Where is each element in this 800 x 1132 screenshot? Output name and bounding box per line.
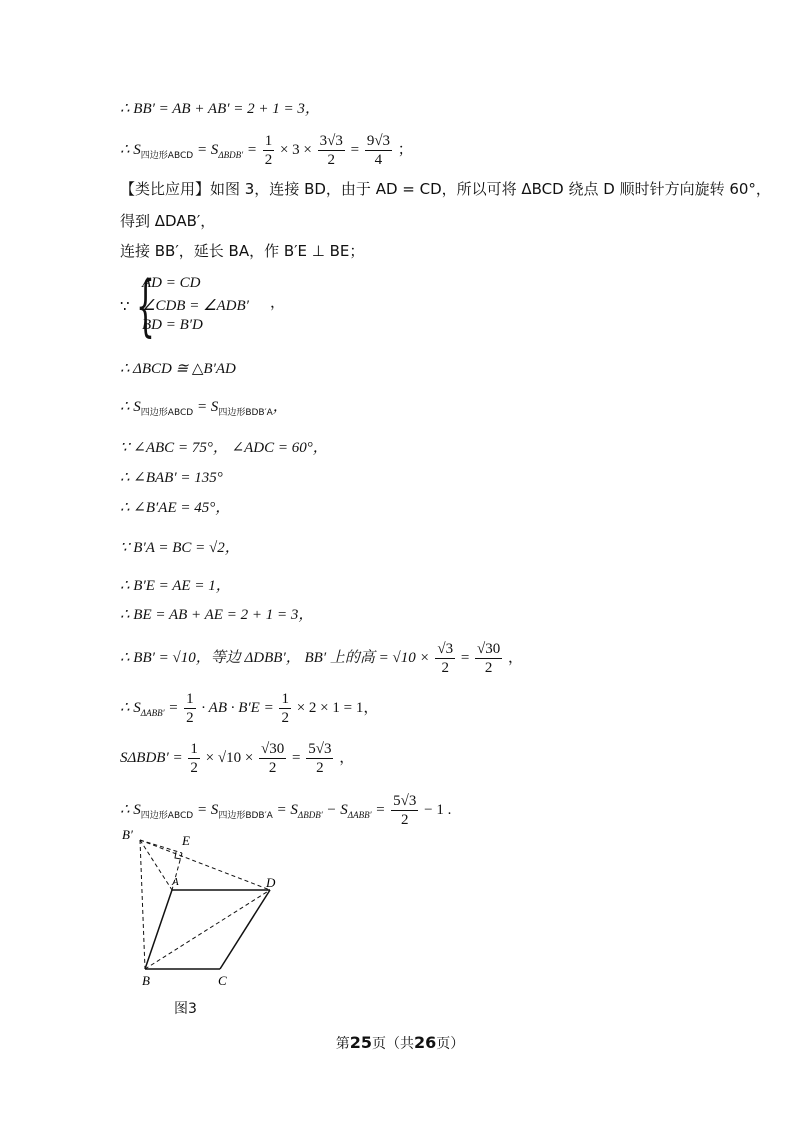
fraction: $\frac{√30}{2}$	[477, 641, 501, 676]
segment-bpd	[140, 840, 270, 890]
label-a: A	[172, 876, 179, 888]
label-b: B	[142, 973, 150, 988]
fraction: $\frac{5√3}{2}$	[393, 793, 417, 828]
line-area-equal: ∴ $S_{四边形ABCD} = S_{四边形BDB'A}$，	[120, 399, 288, 418]
page-footer: 第25页（共26页）	[335, 1033, 465, 1052]
line-area-bdb-calc: SΔBDB′ = $\frac{1}{2}$ × √10 × $\frac{√30}{2}$ = $\frac{5√3}{2}$ ，	[120, 741, 355, 776]
line-connect-bb: 连接 BB′，延长 BA，作 B′E ⊥ BE；	[120, 242, 365, 260]
line-angle-bab: ∴ ∠BAB′ = 135°	[120, 470, 223, 486]
line-height: ∴ BB′ = √10，等边 ΔDBB′， BB′ 上的高 = √10 × $\frac{√3}{2}$ = $\frac{√30}{2}$ ，	[120, 641, 524, 676]
label-c: C	[218, 973, 227, 988]
fraction: $\frac{√3}{2}$	[437, 641, 454, 676]
line-bb-prime: ∴ BB′ = AB + AB′ = 2 + 1 = 3，	[120, 101, 320, 117]
fraction: $\frac{1}{2}$	[264, 133, 273, 168]
fraction: $\frac{9√3}{4}$	[366, 133, 391, 168]
line-be-ae: ∴ B′E = AE = 1，	[120, 578, 231, 594]
line-area-bdb: ∴ $S_{四边形ABCD} = S_{\Delta BDB'}$ = $\frac{1}{2}$ × 3 × $\frac{3√3}{2}$ = $\frac{9√3}{4}$ ；	[120, 133, 413, 168]
page-number: 25	[349, 1033, 372, 1052]
line-area-abb: ∴ $S_{\Delta ABB'}$ = $\frac{1}{2}$ · AB · B′E = $\frac{1}{2}$ × 2 × 1 = 1，	[120, 691, 379, 726]
total-pages: 26	[414, 1033, 437, 1052]
segment-bpb	[140, 840, 145, 969]
label-d: D	[266, 875, 276, 890]
line-ba-bc: ∵ B′A = BC = √2，	[120, 540, 240, 556]
fraction: $\frac{√30}{2}$	[261, 741, 285, 776]
line-analogy-heading: 【类比应用】如图 3，连接 BD，由于 AD = CD，所以可将 ΔBCD 绕点 D 顺时针方向旋转 60°，	[120, 180, 771, 198]
figure-caption: 图3	[174, 1001, 197, 1017]
line-congruent: ∴ ΔBCD ≅ △B′AD	[120, 361, 236, 377]
fraction: $\frac{5√3}{2}$	[308, 741, 332, 776]
line-final-area: ∴ $S_{四边形ABCD} = S_{四边形BDB'A} = S_{\Delta BDB'} - S_{\Delta ABB'}$ = $\frac{5√3}{2}$ − 1 .	[120, 793, 452, 828]
segment-bd	[145, 890, 270, 969]
fraction: $\frac{3√3}{2}$	[319, 133, 343, 168]
segment-bpa	[140, 840, 172, 890]
label-e: E	[182, 833, 190, 848]
line-angles: ∵ ∠ABC = 75°， ∠ADC = 60°，	[120, 440, 328, 456]
fraction: $\frac{1}{2}$	[186, 691, 194, 726]
line-angle-bae: ∴ ∠B′AE = 45°，	[120, 500, 231, 516]
segment-bpe	[140, 840, 182, 853]
label-b-prime: B′	[122, 827, 133, 842]
fraction: $\frac{1}{2}$	[281, 691, 289, 726]
segment-dc	[220, 890, 270, 969]
line-be: ∴ BE = AB + AE = 2 + 1 = 3，	[120, 607, 314, 623]
brace: {	[136, 267, 155, 344]
line-get-dab: 得到 ΔDAB′，	[120, 212, 216, 230]
segment-ba	[145, 890, 172, 969]
geometry-figure	[110, 825, 310, 995]
fraction: $\frac{1}{2}$	[190, 741, 198, 776]
